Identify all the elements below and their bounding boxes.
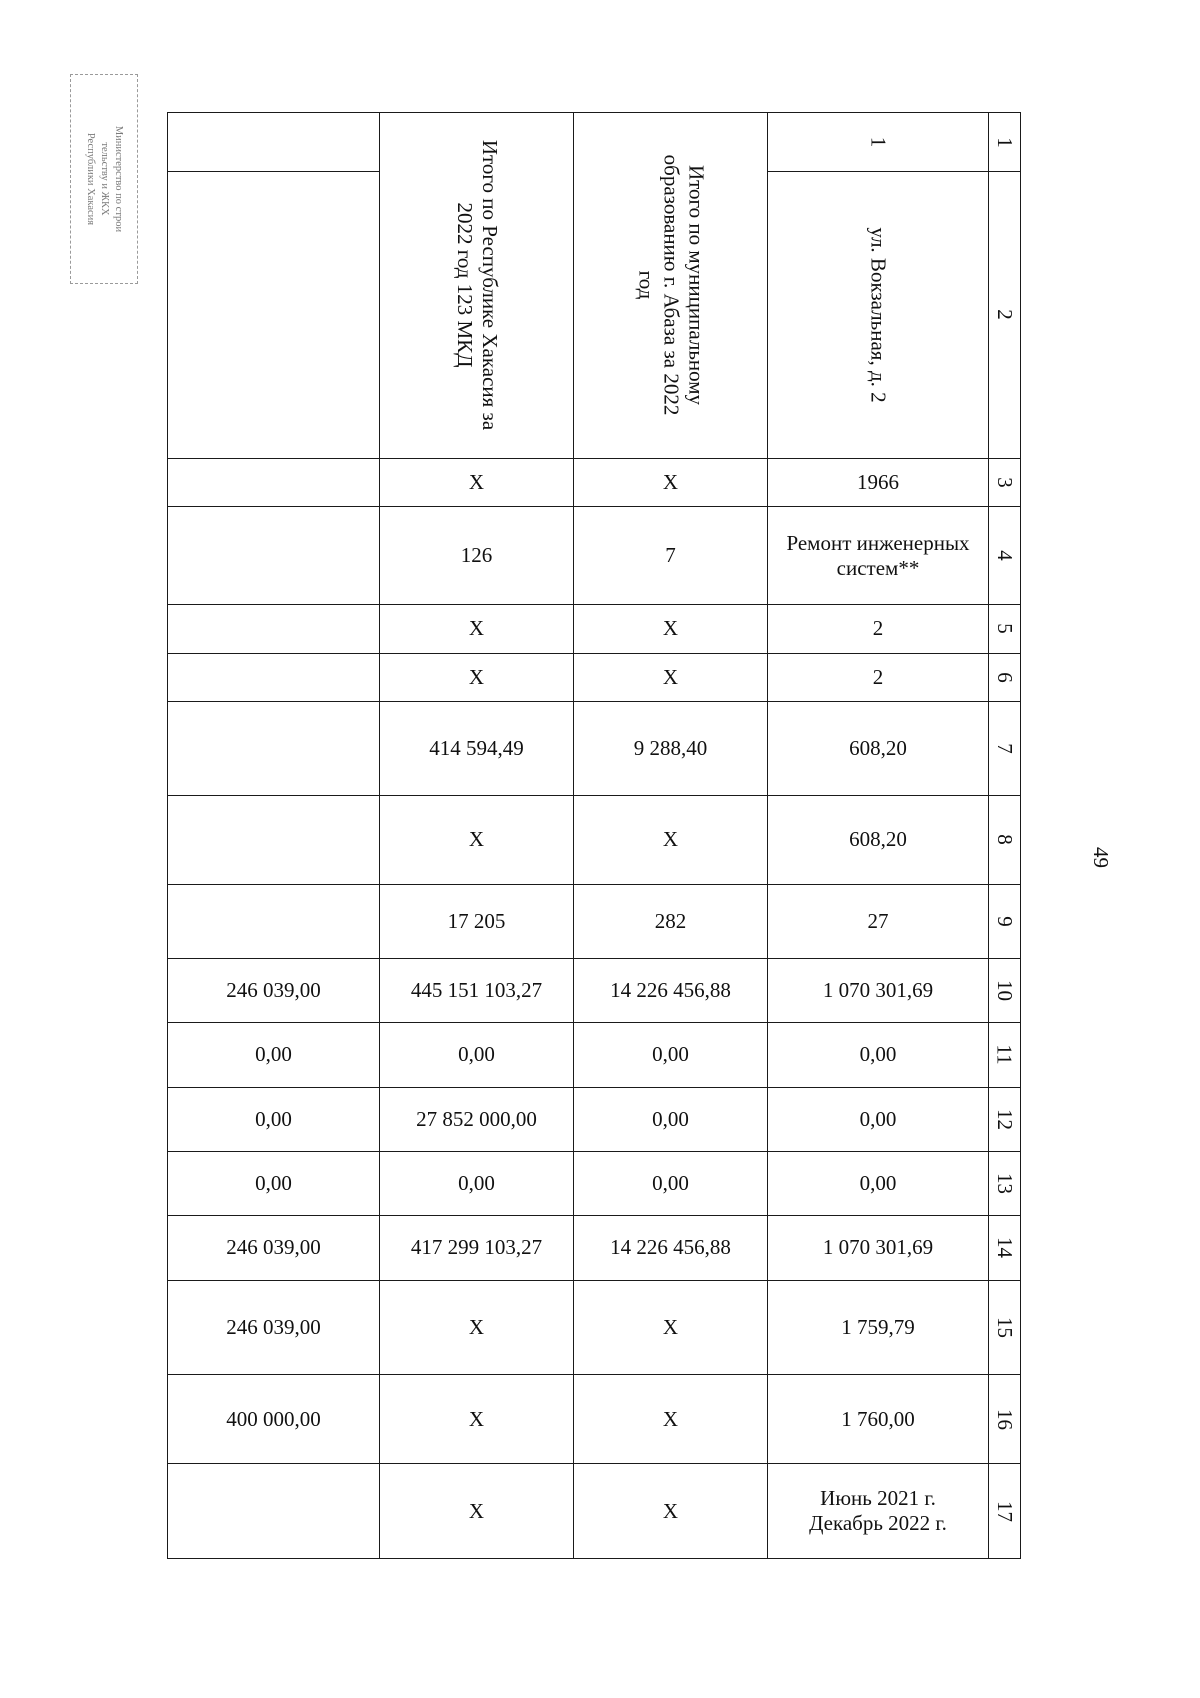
stamp-line: тельству и ЖКХ — [99, 142, 110, 216]
table-row — [168, 458, 1021, 506]
blank-header-cell — [168, 172, 380, 458]
row-index: 6 — [989, 653, 1021, 701]
row-index: 17 — [989, 1464, 1021, 1559]
republic-total-cell: Х — [380, 605, 574, 653]
republic-total-cell: Х — [380, 796, 574, 884]
municipal-total-cell: Х — [574, 605, 768, 653]
table-row — [168, 1151, 1021, 1215]
table-row — [168, 701, 1021, 795]
row-index: 15 — [989, 1280, 1021, 1374]
blank-cell — [168, 653, 380, 701]
table-row — [168, 1374, 1021, 1463]
address-value-cell: 0,00 — [768, 1151, 989, 1215]
republic-total-cell: Х — [380, 1464, 574, 1559]
row-index: 1 — [989, 113, 1021, 172]
address-value-cell: 2 — [768, 605, 989, 653]
blank-cell: 246 039,00 — [168, 1216, 380, 1280]
address-value-cell: 1 070 301,69 — [768, 959, 989, 1023]
address-value-cell: 0,00 — [768, 1087, 989, 1151]
row-index: 7 — [989, 701, 1021, 795]
blank-cell: 0,00 — [168, 1023, 380, 1087]
address-value-cell: 2 — [768, 653, 989, 701]
blank-cell — [168, 1464, 380, 1559]
blank-cell — [168, 884, 380, 958]
municipal-total-cell: Х — [574, 796, 768, 884]
table-row — [168, 605, 1021, 653]
municipal-total-header: Итого по муниципальному образованию г. Абаза за 2022 год — [574, 113, 768, 459]
row-index: 4 — [989, 506, 1021, 604]
address-value-cell: 1 760,00 — [768, 1374, 989, 1463]
address-column-number: 1 — [768, 113, 989, 172]
table-row — [168, 1464, 1021, 1559]
address-value-cell: 27 — [768, 884, 989, 958]
row-index: 16 — [989, 1374, 1021, 1463]
municipal-total-cell: Х — [574, 1280, 768, 1374]
row-index: 5 — [989, 605, 1021, 653]
address-value-cell: 608,20 — [768, 796, 989, 884]
address-cell: ул. Вокзальная, д. 2 — [768, 172, 989, 458]
blank-cell — [168, 605, 380, 653]
republic-total-cell: Х — [380, 458, 574, 506]
blank-cell: 0,00 — [168, 1151, 380, 1215]
republic-total-cell: Х — [380, 653, 574, 701]
republic-total-cell: 414 594,49 — [380, 701, 574, 795]
row-index: 3 — [989, 458, 1021, 506]
blank-cell — [168, 506, 380, 604]
municipal-total-cell: 7 — [574, 506, 768, 604]
republic-total-cell: 445 151 103,27 — [380, 959, 574, 1023]
republic-total-cell: 0,00 — [380, 1151, 574, 1215]
table-row — [168, 506, 1021, 604]
row-index: 8 — [989, 796, 1021, 884]
republic-total-cell: 417 299 103,27 — [380, 1216, 574, 1280]
municipal-total-cell: Х — [574, 1464, 768, 1559]
blank-cell: 246 039,00 — [168, 1280, 380, 1374]
republic-total-cell: 0,00 — [380, 1023, 574, 1087]
approval-stamp — [70, 74, 138, 284]
blank-header-cell — [168, 113, 380, 172]
municipal-total-cell: 0,00 — [574, 1023, 768, 1087]
address-value-cell: 1 070 301,69 — [768, 1216, 989, 1280]
table-row — [168, 1023, 1021, 1087]
table-row — [168, 796, 1021, 884]
address-value-cell: 0,00 — [768, 1023, 989, 1087]
blank-cell: 246 039,00 — [168, 959, 380, 1023]
row-index: 13 — [989, 1151, 1021, 1215]
stamp-line: Министерство по строи — [113, 125, 124, 233]
header-row-1 — [168, 113, 1021, 172]
municipal-total-cell: Х — [574, 653, 768, 701]
municipal-total-cell: 0,00 — [574, 1087, 768, 1151]
blank-cell: 400 000,00 — [168, 1374, 380, 1463]
republic-total-header: Итого по Республике Хакасия за 2022 год 123 МКД — [380, 113, 574, 459]
republic-total-cell: 17 205 — [380, 884, 574, 958]
row-index: 14 — [989, 1216, 1021, 1280]
row-index: 10 — [989, 959, 1021, 1023]
republic-total-cell: Х — [380, 1280, 574, 1374]
municipal-total-cell: 9 288,40 — [574, 701, 768, 795]
row-index: 12 — [989, 1087, 1021, 1151]
table-row — [168, 1216, 1021, 1280]
address-value-cell: Июнь 2021 г. Декабрь 2022 г. — [768, 1464, 989, 1559]
blank-cell — [168, 701, 380, 795]
municipal-total-cell: 14 226 456,88 — [574, 959, 768, 1023]
municipal-total-cell: Х — [574, 1374, 768, 1463]
table-row — [168, 653, 1021, 701]
stamp-line: Республики Хакасия — [85, 132, 96, 226]
data-table — [167, 112, 1021, 1559]
blank-cell — [168, 458, 380, 506]
blank-cell: 0,00 — [168, 1087, 380, 1151]
address-value-cell: 1966 — [768, 458, 989, 506]
republic-total-cell: 27 852 000,00 — [380, 1087, 574, 1151]
row-index: 11 — [989, 1023, 1021, 1087]
table-row — [168, 1280, 1021, 1374]
address-value-cell: 1 759,79 — [768, 1280, 989, 1374]
row-index: 9 — [989, 884, 1021, 958]
republic-total-cell: 126 — [380, 506, 574, 604]
page-number: 49 — [1089, 847, 1113, 868]
republic-total-cell: Х — [380, 1374, 574, 1463]
municipal-total-cell: 14 226 456,88 — [574, 1216, 768, 1280]
table-row — [168, 959, 1021, 1023]
table-row — [168, 884, 1021, 958]
address-value-cell: 608,20 — [768, 701, 989, 795]
table-row — [168, 1087, 1021, 1151]
address-value-cell: Ремонт инженерных систем** — [768, 506, 989, 604]
municipal-total-cell: Х — [574, 458, 768, 506]
row-index: 2 — [989, 172, 1021, 458]
municipal-total-cell: 282 — [574, 884, 768, 958]
municipal-total-cell: 0,00 — [574, 1151, 768, 1215]
blank-cell — [168, 796, 380, 884]
